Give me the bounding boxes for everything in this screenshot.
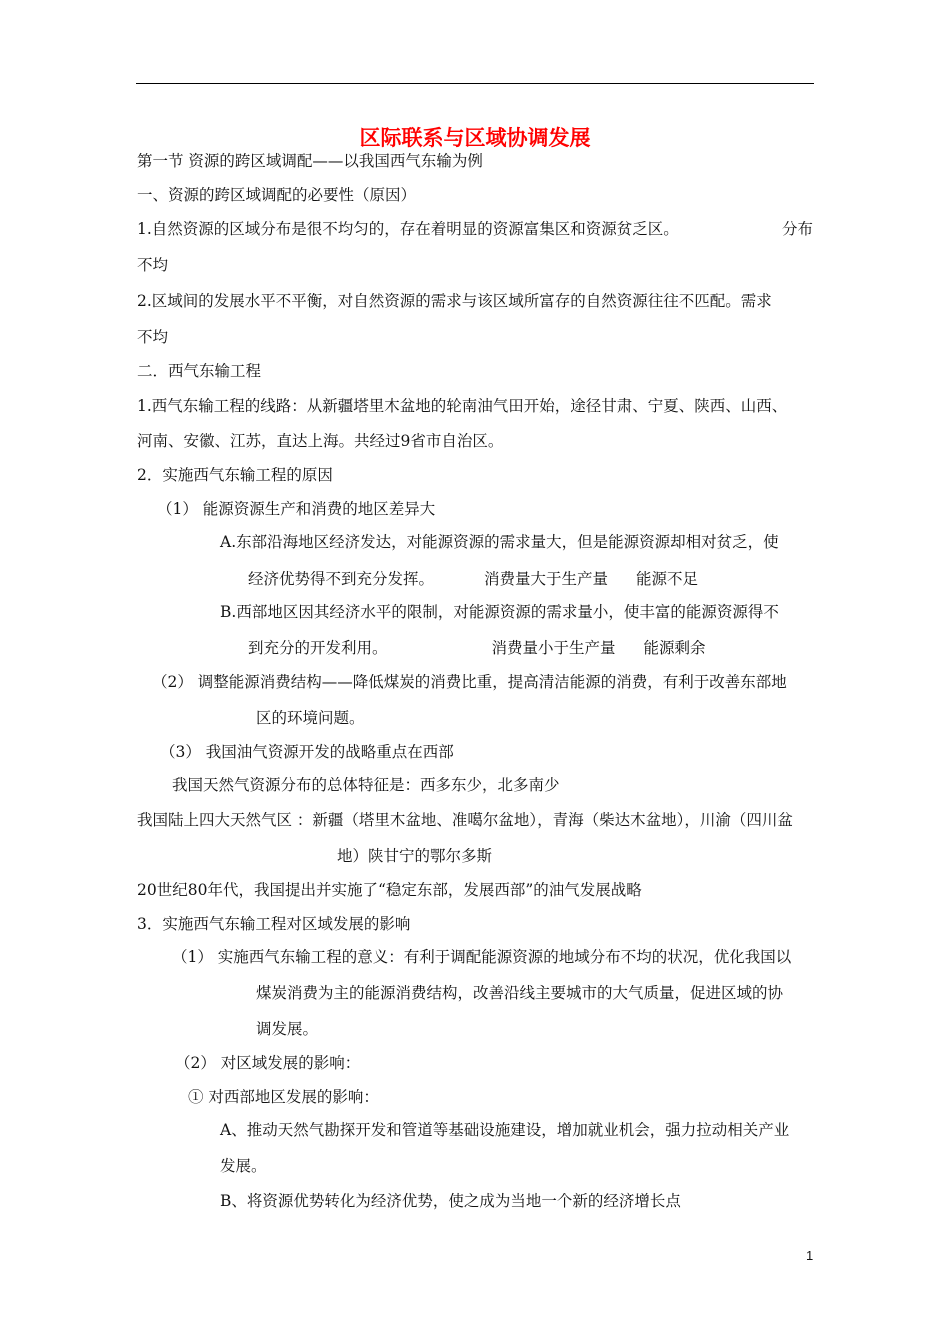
paragraph-line: 地）陕甘宁的鄂尔多斯 xyxy=(337,847,493,865)
subsection-heading: 3．实施西气东输工程对区域发展的影响 xyxy=(137,915,411,933)
paragraph-line: 调发展。 xyxy=(256,1020,319,1038)
inline-note: 能源剩余 xyxy=(643,639,706,657)
list-item: （2） 调整能源消费结构——降低煤炭的消费比重，提高清洁能源的消费，有利于改善东部地 xyxy=(152,673,787,691)
paragraph-line: 我国天然气资源分布的总体特征是：西多东少，北多南少 xyxy=(172,776,560,794)
document-title: 区际联系与区域协调发展 xyxy=(359,126,591,150)
inline-note: 消费量小于生产量 xyxy=(491,639,616,657)
list-item: （1） 实施西气东输工程的意义：有利于调配能源资源的地域分布不均的状况，优化我国以 xyxy=(172,948,792,966)
list-item: （3） 我国油气资源开发的战略重点在西部 xyxy=(160,743,454,761)
paragraph-line: 1.西气东输工程的线路：从新疆塔里木盆地的轮南油气田开始，途径甘肃、宁夏、陕西、山西、 xyxy=(137,397,788,415)
paragraph-line: 河南、安徽、江苏，直达上海。共经过9省市自治区。 xyxy=(137,432,504,450)
paragraph-line: B.西部地区因其经济水平的限制，对能源资源的需求量小，使丰富的能源资源得不 xyxy=(220,603,779,621)
paragraph-line: B、将资源优势转化为经济优势，使之成为当地一个新的经济增长点 xyxy=(220,1192,681,1210)
subsection-heading: 2．实施西气东输工程的原因 xyxy=(137,466,333,484)
paragraph-line: 1.自然资源的区域分布是很不均匀的，存在着明显的资源富集区和资源贫乏区。 xyxy=(137,220,679,238)
paragraph-line xyxy=(248,638,706,658)
inline-note: 消费量大于生产量 xyxy=(484,570,609,588)
section-heading: 第一节 资源的跨区域调配——以我国西气东输为例 xyxy=(137,152,483,170)
page-number: 1 xyxy=(806,1248,814,1263)
paragraph-line: 区的环境问题。 xyxy=(256,709,365,727)
paragraph-line: 发展。 xyxy=(220,1157,267,1175)
paragraph-line: 我国陆上四大天然气区 ：新疆（塔里木盆地、准噶尔盆地），青海（柴达木盆地），川渝（四川盆 xyxy=(137,811,793,829)
list-item: （2） 对区域发展的影响： xyxy=(175,1054,361,1072)
paragraph-line: A、推动天然气勘探开发和管道等基础设施建设，增加就业机会，强力拉动相关产业 xyxy=(220,1121,790,1139)
paragraph-line: 煤炭消费为主的能源消费结构，改善沿线主要城市的大气质量，促进区域的协 xyxy=(256,984,784,1002)
margin-note: 分布 xyxy=(782,220,814,238)
part-one-heading: 一、资源的跨区域调配的必要性（原因） xyxy=(137,186,417,204)
paragraph-line: 不均 xyxy=(137,328,169,346)
paragraph-line xyxy=(248,569,698,589)
line-text: 经济优势得不到充分发挥。 xyxy=(248,570,435,588)
part-two-heading: 二．西气东输工程 xyxy=(137,362,262,380)
header-rule xyxy=(136,83,814,84)
paragraph-line: 不均 xyxy=(137,256,169,274)
paragraph-line: A.东部沿海地区经济发达，对能源资源的需求量大，但是能源资源却相对贫乏，使 xyxy=(220,533,779,551)
paragraph-line: 20世纪80年代，我国提出并实施了“稳定东部，发展西部”的油气发展战略 xyxy=(137,881,642,899)
line-text: 到充分的开发利用。 xyxy=(248,639,388,657)
list-item: ① 对西部地区发展的影响： xyxy=(188,1088,379,1106)
inline-note: 能源不足 xyxy=(636,570,699,588)
paragraph-line: 2.区域间的发展水平不平衡，对自然资源的需求与该区域所富存的自然资源往往不匹配。需求 xyxy=(137,292,772,310)
list-item: （1） 能源资源生产和消费的地区差异大 xyxy=(157,500,436,518)
